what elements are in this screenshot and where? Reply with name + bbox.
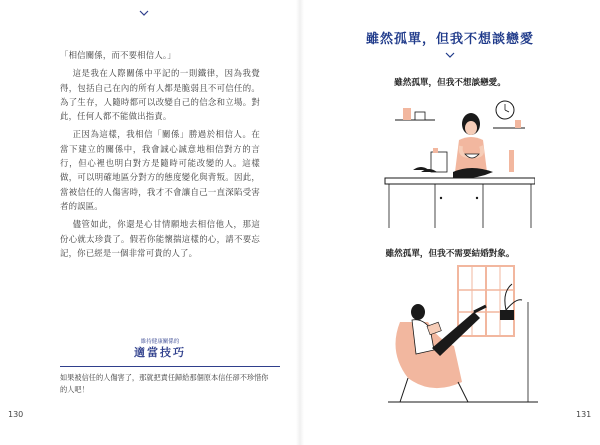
illustration-caption-top: 雖然孤單，但我不想談戀愛。 [394, 78, 506, 88]
chevron-down-icon [139, 10, 149, 17]
page-title: 雖然孤單，但我不想談戀愛 [365, 32, 534, 47]
body-paragraph: 這是我在人際關係中平記的一則鐵律，因為我覺得，包括自己在內的所有人都是脆弱且不可信任的。為了生存，人隨時都可以改變自己的信念和立場。對此，任何人都不能做出指責。 [60, 68, 260, 122]
illustration-man-reading [388, 262, 538, 411]
tip-heading [60, 338, 260, 360]
illustration-woman-eating [375, 90, 535, 234]
body-text [60, 48, 260, 260]
page-number: 130 [8, 410, 24, 419]
page-number: 131 [576, 410, 592, 419]
body-paragraph: 儘管如此，你還是心甘情願地去相信他人，那這份心就太珍貴了。假若你能懷揣這樣的心，請不要忘記，你已經是一個非常可貴的人了。 [60, 219, 260, 258]
illustration-caption-bottom: 雖然孤單，但我不需要結婚對象。 [385, 249, 515, 259]
tip-title: 適當技巧 [134, 346, 186, 359]
chevron-down-icon [445, 52, 455, 59]
right-page [300, 0, 600, 445]
body-paragraph: 「相信關係，而不要相信人。」 [60, 50, 176, 60]
tip-divider [60, 366, 280, 367]
tip-text: 如果被信任的人傷害了，那就把責任歸給那個原本信任卻不珍惜你的人吧！ [60, 373, 269, 394]
tip-subtitle: 維持健康關係的 [140, 339, 180, 345]
body-paragraph: 正因為這樣，我相信「關係」勝過於相信人。在當下建立的關係中，我會誠心誠意地相信對方的言行，但心裡也明白對方是隨時可能改變的人。這樣做，可以明確地區分對方的態度變化與背叛。因此，當被信任的人傷害時，我才不會讓自己一直深陷受害者的誤區。 [60, 129, 260, 211]
